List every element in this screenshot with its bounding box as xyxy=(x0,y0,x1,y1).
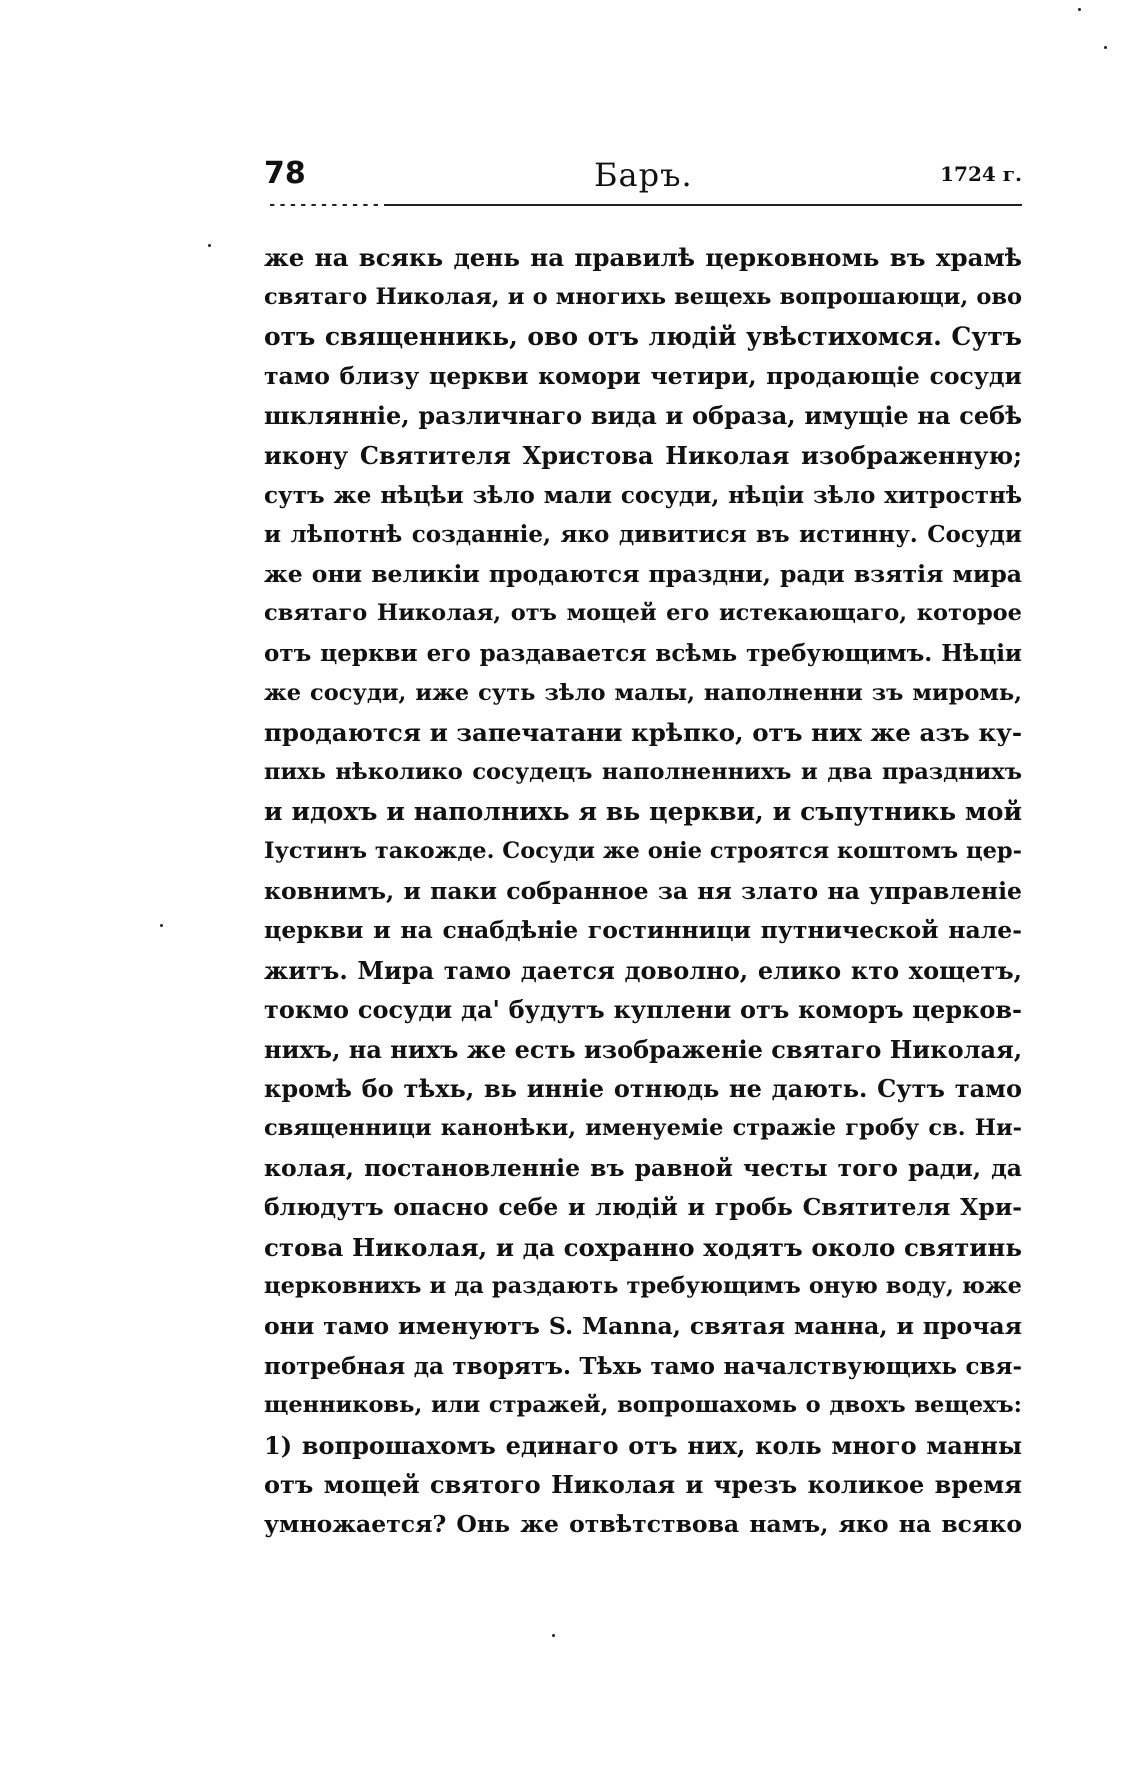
text-line: нихъ, на нихъ же есть изображеніе святаго Николая, xyxy=(264,1034,1022,1064)
text-line: же они великіи продаются праздни, ради взятія мира xyxy=(264,559,1022,588)
text-line: блюдутъ опасно себе и людій и гробь Святителя Хри- xyxy=(264,1193,1022,1222)
scan-speck xyxy=(1104,46,1107,49)
scan-speck xyxy=(1078,8,1081,11)
text-line: токмо сосуди да' будутъ куплени отъ коморъ церков- xyxy=(264,995,1022,1025)
text-line: колая, постановленніе въ равной честы того ради, да xyxy=(264,1153,1022,1182)
body-text xyxy=(264,238,1022,1545)
text-line: шклянніе, различнаго вида и образа, имущіе на себѣ xyxy=(264,401,1022,431)
text-line: и идохъ и наполнихь я вь церкви, и съпутникь мой xyxy=(264,797,1022,827)
text-line: потребная да творятъ. Тѣхь тамо началствующихь свя- xyxy=(264,1352,1022,1380)
header-rule-gap xyxy=(264,204,384,206)
page-header xyxy=(264,156,1022,202)
scan-speck xyxy=(160,924,163,927)
text-line: кромѣ бо тѣхь, вь инніе отнюдь не дають. Сутъ тамо xyxy=(264,1074,1022,1104)
text-line: отъ церкви его раздавается всѣмь требующимъ. Нѣціи xyxy=(264,639,1022,667)
text-line: же сосуди, иже суть зѣло малы, наполненни зъ миромь, xyxy=(264,679,1022,706)
text-line: отъ мощей святого Николая и чрезъ коликое время xyxy=(264,1470,1022,1500)
text-line: Іустинъ такожде. Сосуди же оніе строятся коштомъ цер- xyxy=(264,837,1022,864)
text-line: икону Святителя Христова Николая изображенную; xyxy=(264,440,1022,470)
text-line: церковнихъ и да раздають требующимъ оную воду, юже xyxy=(264,1273,1022,1300)
page-number: 78 xyxy=(264,156,306,191)
year-label: 1724 г. xyxy=(940,162,1022,186)
text-line: святаго Николая, и о многихь вещехь вопрошающи, ово xyxy=(264,283,1022,310)
text-line: сутъ же нѣцѣи зѣло мали сосуди, нѣціи зѣло хитростнѣ xyxy=(264,481,1022,509)
running-title: Баръ. xyxy=(594,156,693,194)
text-line: 1) вопрошахомъ единаго отъ них, коль много манны xyxy=(264,1430,1022,1460)
text-line: святаго Николая, отъ мощей его истекающаго, которое xyxy=(264,600,1022,627)
text-line: щенниковь, или стражей, вопрошахомь о двохъ вещехъ: xyxy=(264,1392,1022,1419)
text-line: ковнимъ, и паки собранное за ня злато на управленіе xyxy=(264,876,1022,905)
text-line: и лѣпотнѣ созданніе, яко дивитися въ истинну. Сосуди xyxy=(264,521,1022,549)
text-line: житъ. Мира тамо дается доволно, елико кто хощетъ, xyxy=(264,955,1022,985)
text-line: пихь нѣколико сосудецъ наполненнихъ и два празднихъ xyxy=(264,758,1022,785)
text-line: тамо близу церкви комори четири, продающіе сосуди xyxy=(264,361,1022,390)
text-line: они тамо именуютъ S. Manna, святая манна, и прочая xyxy=(264,1312,1022,1341)
text-line: умножается? Онь же отвѣтствова намъ, яко на всяко xyxy=(264,1510,1022,1538)
text-line: церкви и на снабдѣніе гостинници путнической нале- xyxy=(264,916,1022,945)
scan-speck xyxy=(552,1634,555,1637)
text-line: же на всякь день на правилѣ церковномь въ храмѣ xyxy=(264,243,1022,272)
scan-speck xyxy=(208,244,211,247)
text-line: священници канонѣки, именуеміе стражіе гробу св. Ни- xyxy=(264,1115,1022,1142)
text-line: отъ священникь, ово отъ людій увѣстихомся. Сутъ xyxy=(264,322,1022,352)
text-line: стова Николая, и да сохранно ходятъ около святинь xyxy=(264,1232,1022,1262)
text-line: продаются и запечатани крѣпко, отъ них же азъ ку- xyxy=(264,718,1022,748)
